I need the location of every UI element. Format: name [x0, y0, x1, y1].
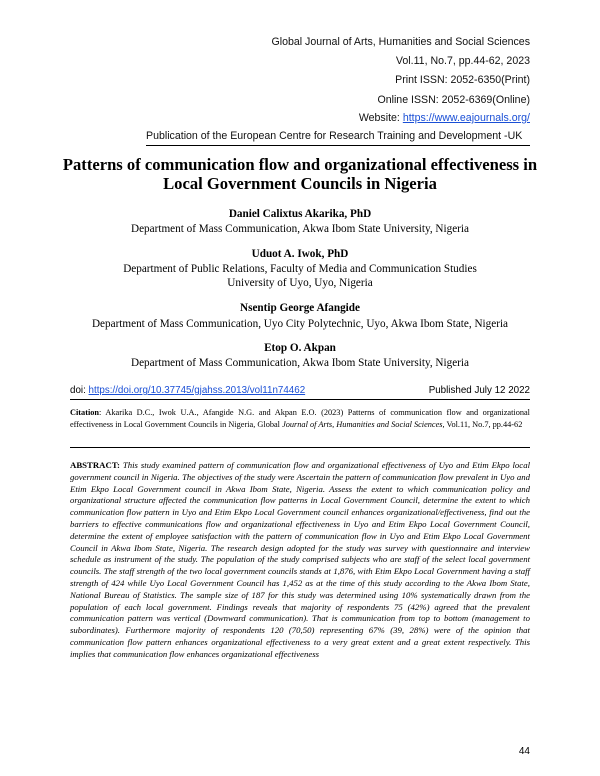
- page-number: 44: [518, 746, 530, 757]
- author-affiliation: Department of Mass Communication, Uyo City Polytechnic, Uyo, Akwa Ibom State, Nigeria: [91, 318, 509, 330]
- journal-name: Global Journal of Arts, Humanities and Social Sciences: [271, 36, 530, 48]
- author-affiliation: Department of Mass Communication, Akwa Ibom State University, Nigeria: [131, 223, 469, 235]
- author-name: Daniel Calixtus Akarika, PhD: [228, 208, 372, 220]
- author-affiliation: Department of Mass Communication, Akwa Ibom State University, Nigeria: [131, 357, 469, 369]
- paper-title: [60, 155, 540, 193]
- website-link[interactable]: https://www.eajournals.org/: [402, 112, 530, 124]
- website-label: Website:: [358, 112, 403, 124]
- print-issn: Print ISSN: 2052-6350(Print): [395, 74, 530, 86]
- title-line-1: Patterns of communication flow and organizational effectiveness in: [62, 155, 538, 174]
- citation-rule: [70, 447, 530, 448]
- website-line: [359, 112, 530, 124]
- doi-label: doi:: [70, 385, 89, 396]
- author-affiliation: Department of Public Relations, Faculty of Media and Communication Studies: [123, 263, 477, 275]
- abstract-block: [70, 460, 530, 661]
- author-name: Etop O. Akpan: [264, 342, 336, 354]
- author-name: Uduot A. Iwok, PhD: [251, 248, 349, 260]
- publication-line: Publication of the European Centre for Research Training and Development -UK: [146, 130, 523, 142]
- abstract-label: ABSTRACT:: [70, 460, 120, 470]
- citation-block: [70, 407, 530, 430]
- citation-tail: , Vol.11, No.7, pp.44-62: [442, 419, 523, 429]
- abstract-text: This study examined pattern of communication flow and organizational effectiveness of Uyo and Etim Ekpo local government council in Nigeria. The objectives of the study were Ascertain the pattern of communication flow prevalent in Uyo and Etim Ekpo Local Government council in Akwa Ibom State, Nigeria. Assess the extent to which communication policy and organizational structure affected the communication flow patterns in Local Government Council, determine the extent to which communication flow pattern in Uyo and Etim Ekpo Local Government council enhances organizational/effectiveness, find out the barriers to effective communications flow and organizational effectiveness in Uyo and Etim Ekpo Local Government Council, determine the extent of employee satisfaction with the pattern of communication flow in Uyo and Etim Ekpo Local Government Council in Akwa Ibom State, Nigeria. The research design adopted for the study was survey with questionnaire and interview schedule as instrument of the study. The population of the study comprised subjects who are staff of the select local government councils. The staff strength of the two local government councils stands at 1,876, with Etim Ekpo Local Government having a staff strength of 424 while Uyo Local Government Council has 1,452 as at the time of this study according to the Akwa Ibom State, National Bureau of Statistics. The sample size of 187 for this study was determined using 10% systematically drawn from the population of each local government. Findings reveals that majority of respondents 75 (42%) agreed that the prevalent communication pattern was vertical (Downward communication). That is communication from top to bottom (management to subordinates). Furthermore majority of respondents 120 (70,50) representing 67% (39, 28%) were of the opinion that communication flow pattern enhances organizational effectiveness to a very great extent and a great extent respectively. This implies that communication flow enhances organizational effectiveness: [70, 460, 530, 659]
- title-line-2: Local Government Councils in Nigeria: [163, 174, 437, 193]
- header-rule: [146, 145, 530, 146]
- citation-text: : Akarika D.C., Iwok U.A., Afangide N.G. and Akpan E.O. (2023) Patterns of communication flow and organizational effectiveness in Local Government Councils in Nigeria, Global: [70, 408, 530, 429]
- doi-rule: [70, 399, 530, 400]
- doi-link[interactable]: https://doi.org/10.37745/gjahss.2013/vol11n74462: [88, 385, 306, 396]
- online-issn: Online ISSN: 2052-6369(Online): [377, 94, 530, 106]
- volume-info: Vol.11, No.7, pp.44-62, 2023: [395, 55, 530, 67]
- author-affiliation: University of Uyo, Uyo, Nigeria: [227, 277, 373, 289]
- published-date: Published July 12 2022: [428, 385, 530, 396]
- doi-line: [70, 385, 305, 396]
- author-name: Nsentip George Afangide: [240, 302, 360, 314]
- citation-journal: Journal of Arts, Humanities and Social Sciences: [282, 419, 443, 429]
- citation-label: Citation: [70, 408, 100, 417]
